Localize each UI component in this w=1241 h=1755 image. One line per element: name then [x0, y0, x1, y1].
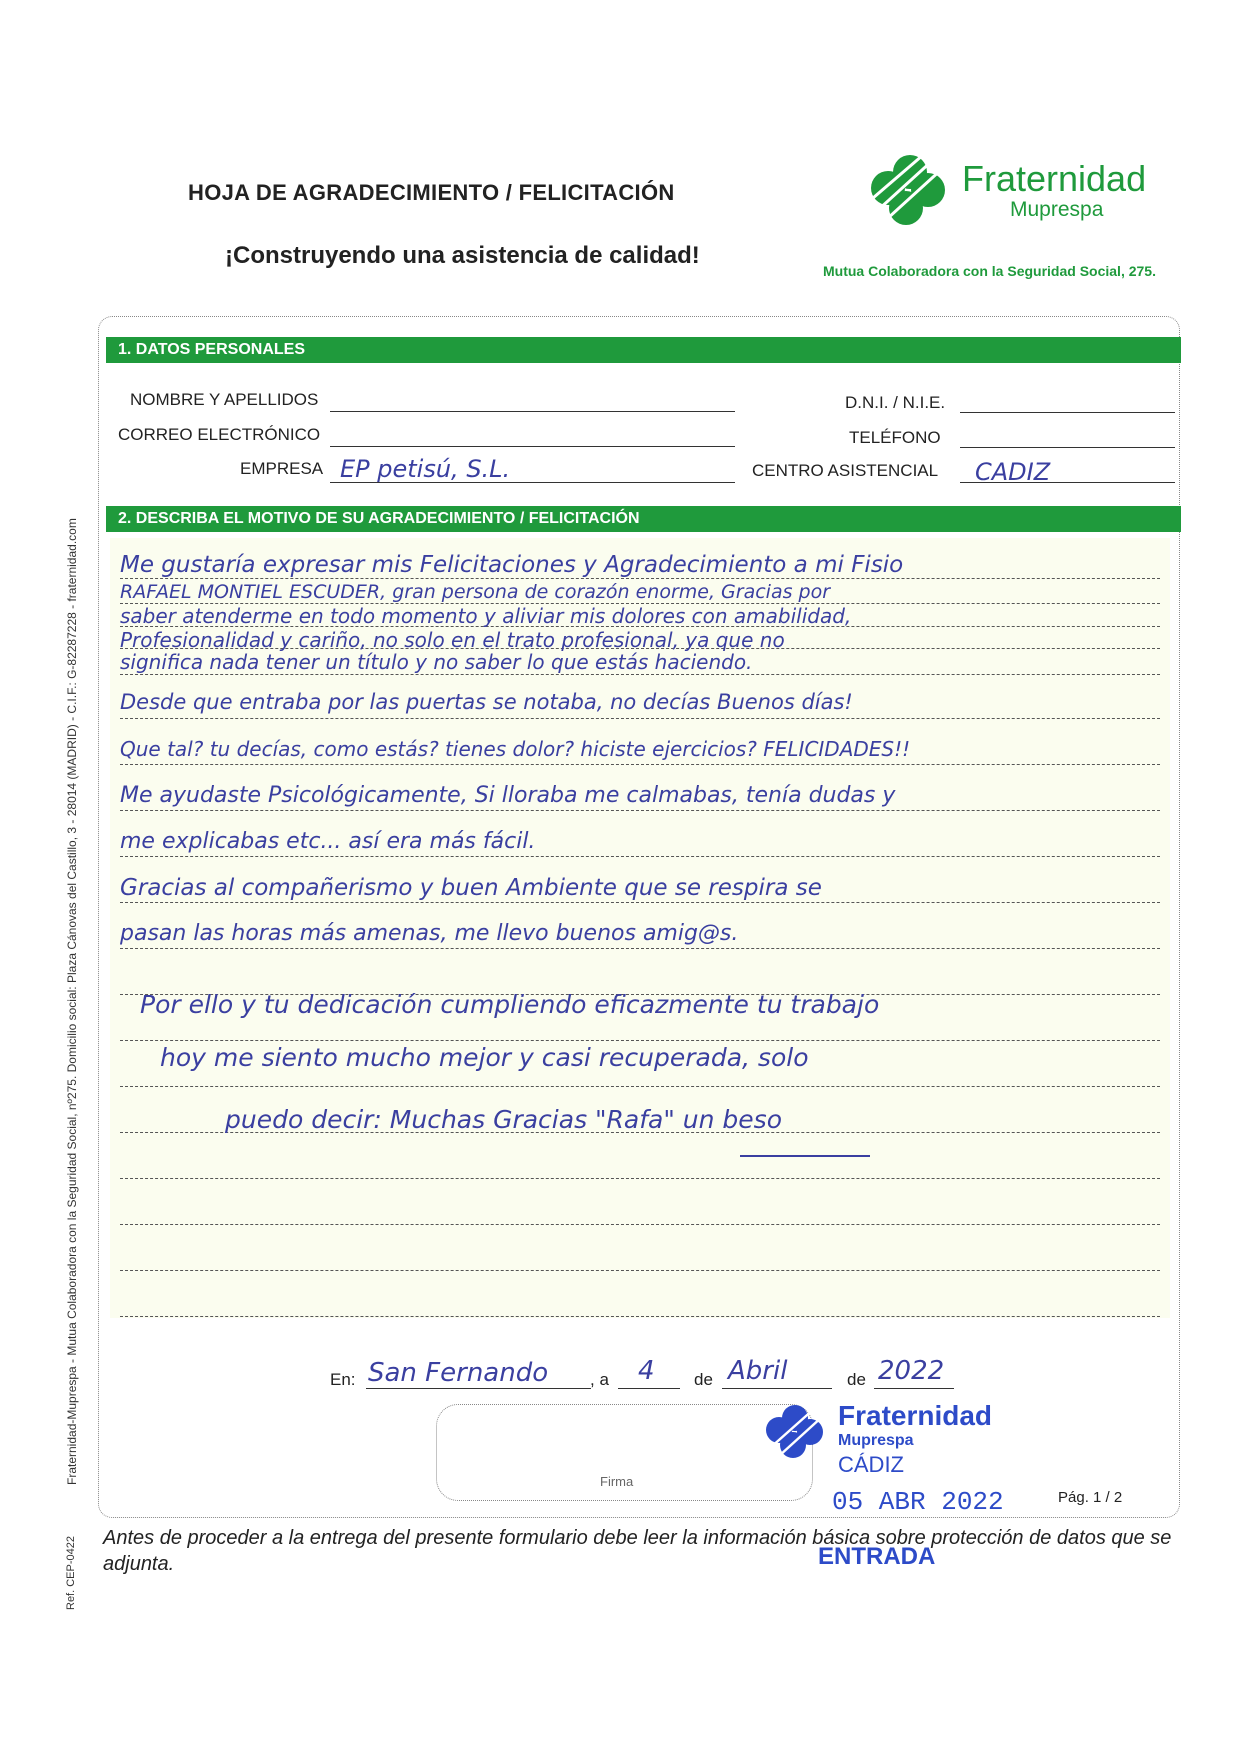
- day-value: 4: [638, 1356, 655, 1386]
- month-value: Abril: [728, 1356, 788, 1386]
- month-field[interactable]: [722, 1388, 832, 1389]
- form-title: HOJA DE AGRADECIMIENTO / FELICITACIÓN: [188, 180, 675, 205]
- stamp-city: CÁDIZ: [838, 1452, 904, 1477]
- place-field[interactable]: [366, 1388, 591, 1389]
- message-line-4: Profesionalidad y cariño, no solo en el trato profesional, ya que no: [120, 628, 785, 652]
- section1-header: 1. DATOS PERSONALES: [106, 337, 1181, 363]
- message-line-8: Me ayudaste Psicológicamente, Si lloraba me calmabas, tenía dudas y: [120, 783, 896, 808]
- day-field[interactable]: [618, 1388, 680, 1389]
- page-number: Pág. 1 / 2: [1058, 1489, 1123, 1506]
- telefono-field[interactable]: [960, 447, 1175, 448]
- message-line-7: Que tal? tu decías, como estás? tienes dolor? hiciste ejercicios? FELICIDADES!!: [120, 737, 911, 761]
- message-line-11: pasan las horas más amenas, me llevo buenos amig@s.: [120, 921, 739, 946]
- message-line-14: puedo decir: Muchas Gracias "Rafa" un beso: [225, 1105, 783, 1134]
- dni-label: D.N.I. / N.I.E.: [845, 393, 946, 412]
- stamp-logo-icon: [755, 1400, 835, 1460]
- a-label: , a: [590, 1370, 609, 1389]
- year-field[interactable]: [874, 1388, 954, 1389]
- mutua-text: Mutua Colaboradora con la Seguridad Social, 275.: [823, 263, 1156, 279]
- underline-stroke: [740, 1155, 870, 1157]
- message-line-10: Gracias al compañerismo y buen Ambiente que se respira se: [120, 875, 822, 901]
- nombre-field[interactable]: [330, 411, 735, 412]
- message-line-1: Me gustaría expresar mis Felicitaciones y Agradecimiento a mi Fisio: [120, 552, 904, 578]
- stamp-date: 05 ABR 2022: [832, 1487, 1004, 1517]
- stamp-entrada: ENTRADA: [818, 1543, 936, 1570]
- en-label: En:: [330, 1370, 356, 1389]
- message-line-12: Por ello y tu dedicación cumpliendo eficazmente tu trabajo: [140, 990, 880, 1019]
- side-ref-text: Ref. CEP-0422: [65, 1536, 77, 1610]
- section2-header: 2. DESCRIBA EL MOTIVO DE SU AGRADECIMIENTO / FELICITACIÓN: [106, 506, 1181, 532]
- side-legal-text: Fraternidad-Mupresp​a - Mutua Colaboradora con la Seguridad Social, nº275. Domicilio social: Plaza Cánovas del Castillo, 3 - 28014 (MADRID) - C.I.F.: G-82287228 - fraternidad.com: [65, 518, 79, 1485]
- message-line-2: RAFAEL MONTIEL ESCUDER, gran persona de corazón enorme, Gracias por: [120, 581, 831, 603]
- nombre-label: NOMBRE Y APELLIDOS: [130, 390, 319, 409]
- message-line-3: saber atenderme en todo momento y aliviar mis dolores con amabilidad,: [120, 604, 852, 628]
- telefono-label: TELÉFONO: [849, 428, 941, 447]
- data-protection-notice: Antes de proceder a la entrega del presente formulario debe leer la información básica sobre protección de datos que se adjunta.: [103, 1527, 1172, 1575]
- stamp-sub: Mupresp​a: [838, 1432, 914, 1449]
- brand-sub: Muprespa: [1010, 198, 1104, 221]
- year-value: 2022: [878, 1356, 945, 1386]
- message-line-6: Desde que entraba por las puertas se notaba, no decías Buenos días!: [120, 690, 853, 714]
- dni-field[interactable]: [960, 412, 1175, 413]
- empresa-value: EP petisú, S.L.: [340, 455, 511, 483]
- centro-label: CENTRO ASISTENCIAL: [752, 461, 939, 480]
- de2-label: de: [847, 1370, 866, 1389]
- de-label: de: [694, 1370, 713, 1389]
- place-value: San Fernando: [368, 1358, 549, 1388]
- correo-field[interactable]: [330, 446, 735, 447]
- correo-label: CORREO ELECTRÓNICO: [118, 425, 321, 444]
- brand-name: Fraternidad: [962, 158, 1147, 199]
- stamp-brand: Fraternidad: [838, 1400, 993, 1431]
- fraternidad-logo-icon: [858, 150, 958, 225]
- form-subtitle: ¡Construyendo una asistencia de calidad!: [225, 242, 700, 269]
- message-line-9: me explicabas etc... así era más fácil.: [120, 829, 536, 854]
- firma-label: Firma: [600, 1474, 634, 1489]
- empresa-label: EMPRESA: [240, 459, 324, 478]
- message-line-13: hoy me siento mucho mejor y casi recuperada, solo: [160, 1043, 809, 1072]
- message-line-5: significa nada tener un título y no saber lo que estás haciendo.: [120, 650, 753, 674]
- centro-value: CADIZ: [975, 458, 1051, 486]
